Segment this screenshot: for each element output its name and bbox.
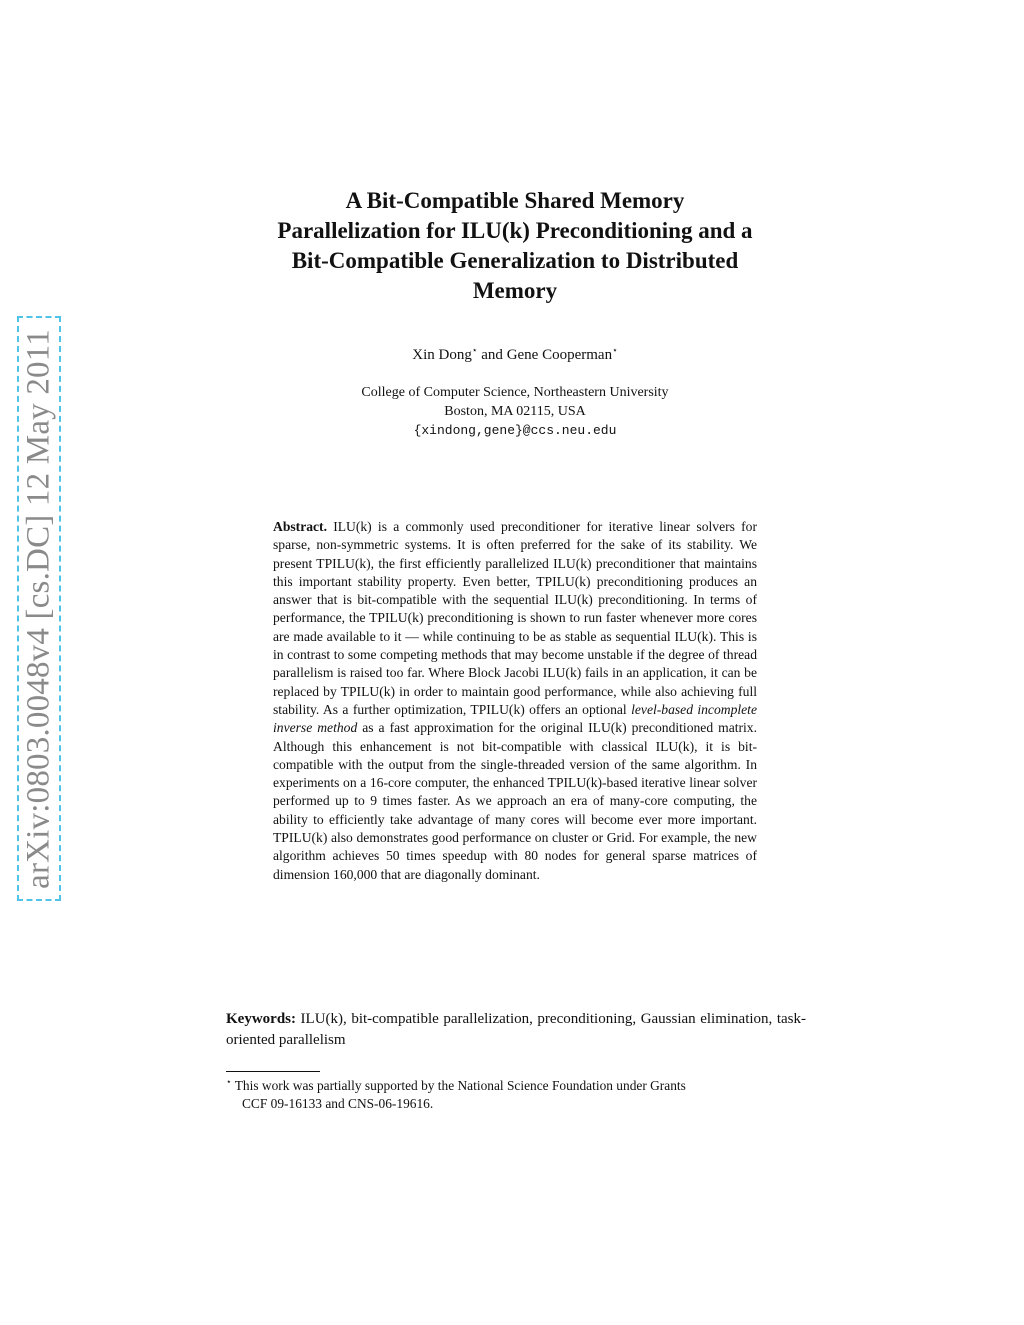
author-mark: ⋆ <box>471 345 478 355</box>
footnote-text: CCF 09-16133 and CNS-06-19616. <box>242 1096 434 1111</box>
authors <box>200 347 830 364</box>
abstract-text: as a fast approximation for the original ILU(k) preconditioned matrix. Although this enhancement is not bit-compatible with classical ILU(k), it is bit-compatible with the output from the single-threaded version of the same algorithm. In experiments on a 16-core computer, the enhanced TPILU(k)-based iterative linear solver performed up to 9 times faster. As we approach an era of many-core computing, the ability to efficiently take advantage of many cores will become ever more important. TPILU(k) also demonstrates good performance on cluster or Grid. For example, the new algorithm achieves 50 times speedup with 80 nodes for general sparse matrices of dimension 160,000 that are diagonally dominant. <box>273 720 757 882</box>
authors-conjunction: and <box>481 347 503 363</box>
footnote <box>226 1077 806 1113</box>
author-mark: ⋆ <box>612 345 618 355</box>
abstract-text: ILU(k) is a commonly used preconditioner for iterative linear solvers for sparse, non-symmetric systems. It is often preferred for the sake of its stability. We present TPILU(k), the first efficiently parallelized ILU(k) preconditioner that maintains this important stability property. Even better, TPILU(k) preconditioning produces an answer that is bit-compatible with the sequential ILU(k) preconditioning. In terms of performance, the TPILU(k) preconditioning is shown to run faster whenever more cores are made available to it — while continuing to be as stable as sequential ILU(k). This is in contrast to some competing methods that may become unstable if the degree of thread parallelism is raised too far. Where Block Jacobi ILU(k) fails in an application, it can be replaced by TPILU(k) in order to maintain good performance, while also achieving full stability. As a further optimization, TPILU(k) offers an optional <box>273 519 757 717</box>
keywords-label: Keywords: <box>226 1011 296 1027</box>
abstract <box>273 518 757 884</box>
abstract-label: Abstract. <box>273 519 327 534</box>
keywords-text: ILU(k), bit-compatible parallelization, preconditioning, Gaussian elimination, task-oriented parallelism <box>226 1011 806 1048</box>
keywords <box>226 1009 806 1051</box>
author-name: Gene Cooperman <box>506 347 613 363</box>
footnote-rule <box>226 1071 320 1072</box>
affiliation <box>200 383 830 440</box>
author-name: Xin Dong <box>412 347 472 363</box>
affiliation-institution: College of Computer Science, Northeastern University <box>361 385 669 400</box>
arxiv-stamp <box>17 316 61 901</box>
footnote-mark: ⋆ <box>226 1076 232 1087</box>
title-line: Memory <box>472 278 558 303</box>
title-line: A Bit-Compatible Shared Memory <box>345 188 685 213</box>
title-line: Bit-Compatible Generalization to Distributed <box>291 248 739 273</box>
title-line: Parallelization for ILU(k) Preconditioning and a <box>277 218 753 243</box>
affiliation-email: {xindong,gene}@ccs.neu.edu <box>413 423 617 438</box>
footnote-line <box>226 1077 806 1095</box>
abstract-italic-term: level-based incomplete inverse method <box>273 701 757 736</box>
footnote-text: This work was partially supported by the National Science Foundation under Grants <box>234 1078 686 1093</box>
affiliation-address: Boston, MA 02115, USA <box>444 404 586 419</box>
arxiv-stamp-text: arXiv:0803.0048v4 [cs.DC] 12 May 2011 <box>20 328 57 889</box>
paper-title <box>200 186 830 306</box>
